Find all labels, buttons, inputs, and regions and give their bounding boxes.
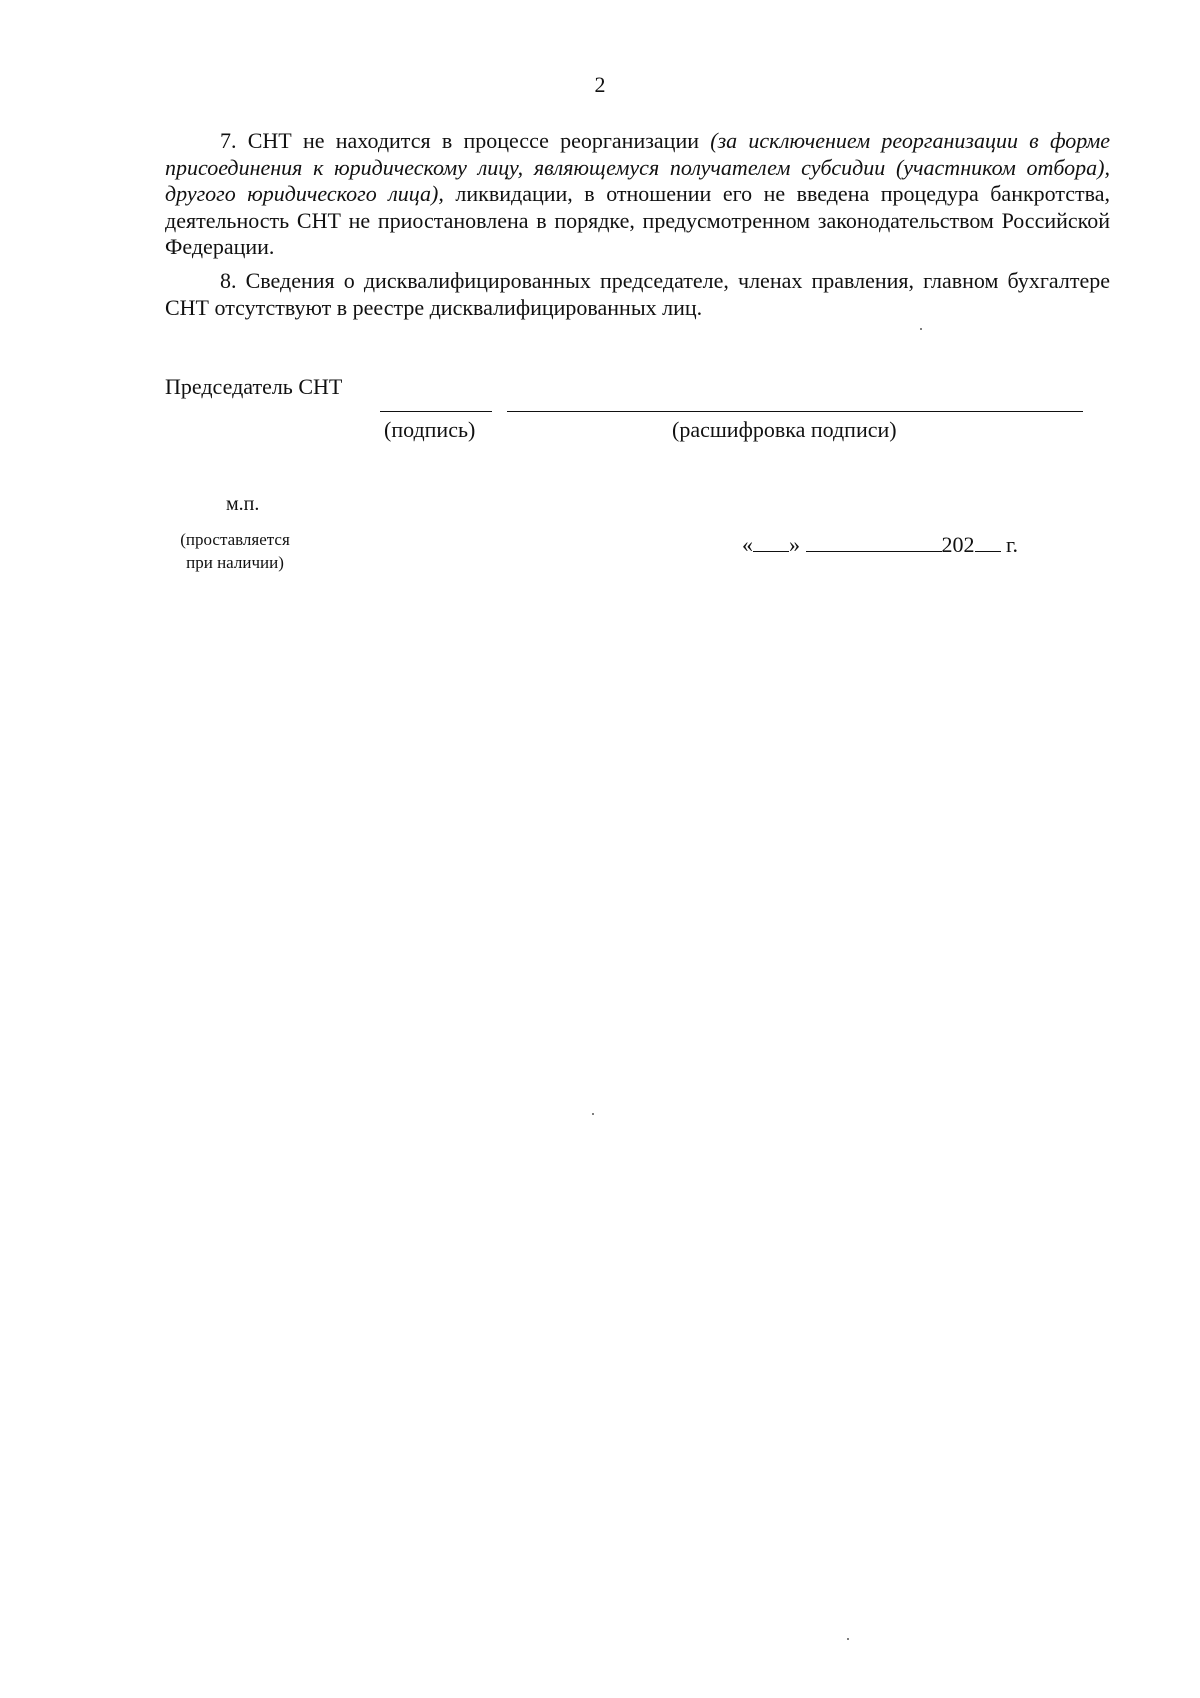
date-year-prefix: 202 <box>941 532 975 557</box>
item-number: 8. <box>220 268 237 293</box>
stamp-note <box>160 528 310 574</box>
date-day-blank <box>753 551 789 552</box>
date-month-blank <box>806 551 942 552</box>
signatory-role: Председатель СНТ <box>165 374 343 399</box>
date-year-blank <box>975 551 1001 552</box>
item-text-continued: ликвидации, в отношении его не введена процедура банкротства, деятельность СНТ не приостановлена в порядке, предусмотренном законодательством Российской Федерации. <box>165 181 1110 259</box>
signature-line <box>380 411 492 412</box>
item-text: СНТ не находится в процессе реорганизации <box>247 128 699 153</box>
date-line <box>742 532 1018 558</box>
date-year-suffix: г. <box>1006 532 1019 557</box>
paragraph-item-8 <box>165 268 1110 321</box>
page-number: 2 <box>594 72 606 97</box>
item-number: 7. <box>220 128 237 153</box>
signature-decode-caption: (расшифровка подписи) <box>672 417 897 442</box>
item-text: Сведения о дисквалифицированных председателе, членах правления, главном бухгалтере СНТ отсутствуют в реестре дисквалифицированных лиц. <box>165 268 1110 320</box>
stamp-note-line-1: (проставляется <box>180 530 290 549</box>
scan-speck <box>920 328 922 330</box>
scan-speck <box>592 1113 594 1115</box>
scan-speck <box>847 1638 849 1640</box>
stamp-label: м.п. <box>226 493 260 515</box>
date-open-quote: « <box>742 532 753 557</box>
signature-caption: (подпись) <box>384 417 476 442</box>
paragraph-item-7 <box>165 128 1110 261</box>
item-italic-text: (за исключением реорганизации в форме присоединения к юридическому лицу, являющемуся получателем субсидии (участником отбора), другого юридического лица), <box>165 128 1111 206</box>
signature-decode-line <box>507 411 1083 412</box>
date-close-quote: » <box>789 532 800 557</box>
stamp-note-line-2: при наличии) <box>186 553 284 572</box>
